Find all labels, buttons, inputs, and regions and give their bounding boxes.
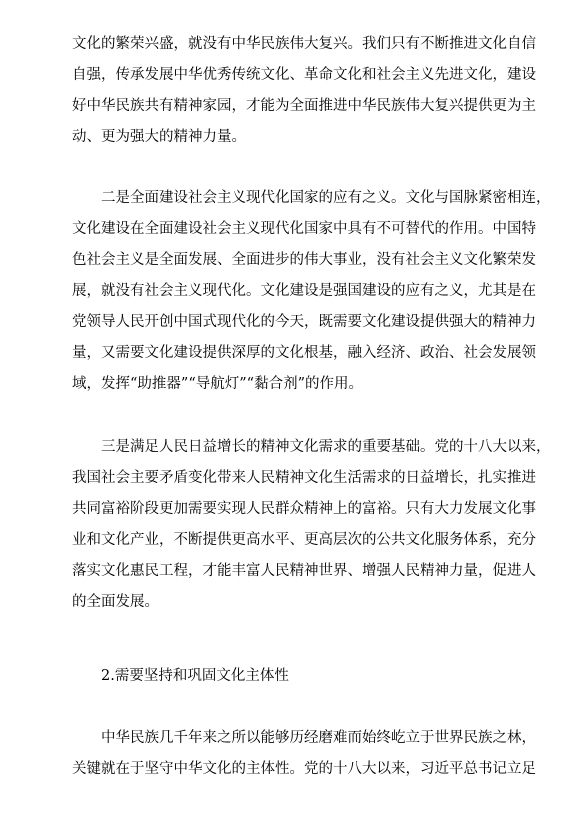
text-line: 我国社会主要矛盾变化带来人民精神文化生活需求的日益增长，扎实推进: [72, 470, 536, 486]
text-line: 展，就没有社会主义现代化。文化建设是强国建设的应有之义，尤其是在: [72, 283, 536, 299]
section-heading: [72, 661, 512, 692]
text-line: 文化的繁荣兴盛，就没有中华民族伟大复兴。我们只有不断推进文化自信: [72, 36, 536, 52]
heading-text: 2.需要坚持和巩固文化主体性: [101, 668, 289, 684]
text-line: 自强，传承发展中华优秀传统文化、革命文化和社会主义先进文化，建设: [72, 67, 536, 83]
paragraph-culture-prosperity: [72, 29, 536, 153]
paragraph-third-point: [72, 432, 551, 618]
text-line: 好中华民族共有精神家园，才能为全面推进中华民族伟大复兴提供更为主: [72, 98, 536, 114]
text-line: 色社会主义是全面发展、全面进步的伟大事业，没有社会主义文化繁荣发: [72, 252, 536, 268]
text-line: 关键就在于坚守中华文化的主体性。党的十八大以来，习近平总书记立足: [72, 761, 536, 777]
paragraph-second-point: [72, 183, 551, 400]
text-line: 二是全面建设社会主义现代化国家的应有之义。文化与国脉紧密相连，: [101, 190, 551, 206]
text-line: 量，又需要文化建设提供深厚的文化根基，融入经济、政治、社会发展领: [72, 345, 536, 361]
text-line: 域，发挥“助推器”“导航灯”“黏合剂”的作用。: [72, 376, 363, 392]
text-line: 落实文化惠民工程，才能丰富人民精神世界、增强人民精神力量，促进人: [72, 563, 536, 579]
paragraph-cultural-subjectivity: [72, 723, 536, 785]
text-line: 三是满足人民日益增长的精神文化需求的重要基础。党的十八大以来，: [101, 439, 551, 455]
text-line: 共同富裕阶段更加需要实现人民群众精神上的富裕。只有大力发展文化事: [72, 501, 536, 517]
text-line: 党领导人民开创中国式现代化的今天，既需要文化建设提供强大的精神力: [72, 314, 536, 330]
text-line: 中华民族几千年来之所以能够历经磨难而始终屹立于世界民族之林，: [101, 730, 536, 746]
text-line: 的全面发展。: [72, 594, 159, 610]
text-line: 文化建设在全面建设社会主义现代化国家中具有不可替代的作用。中国特: [72, 221, 536, 237]
text-line: 动、更为强大的精神力量。: [72, 129, 246, 145]
text-line: 业和文化产业，不断提供更高水平、更高层次的公共文化服务体系，充分: [72, 532, 536, 548]
